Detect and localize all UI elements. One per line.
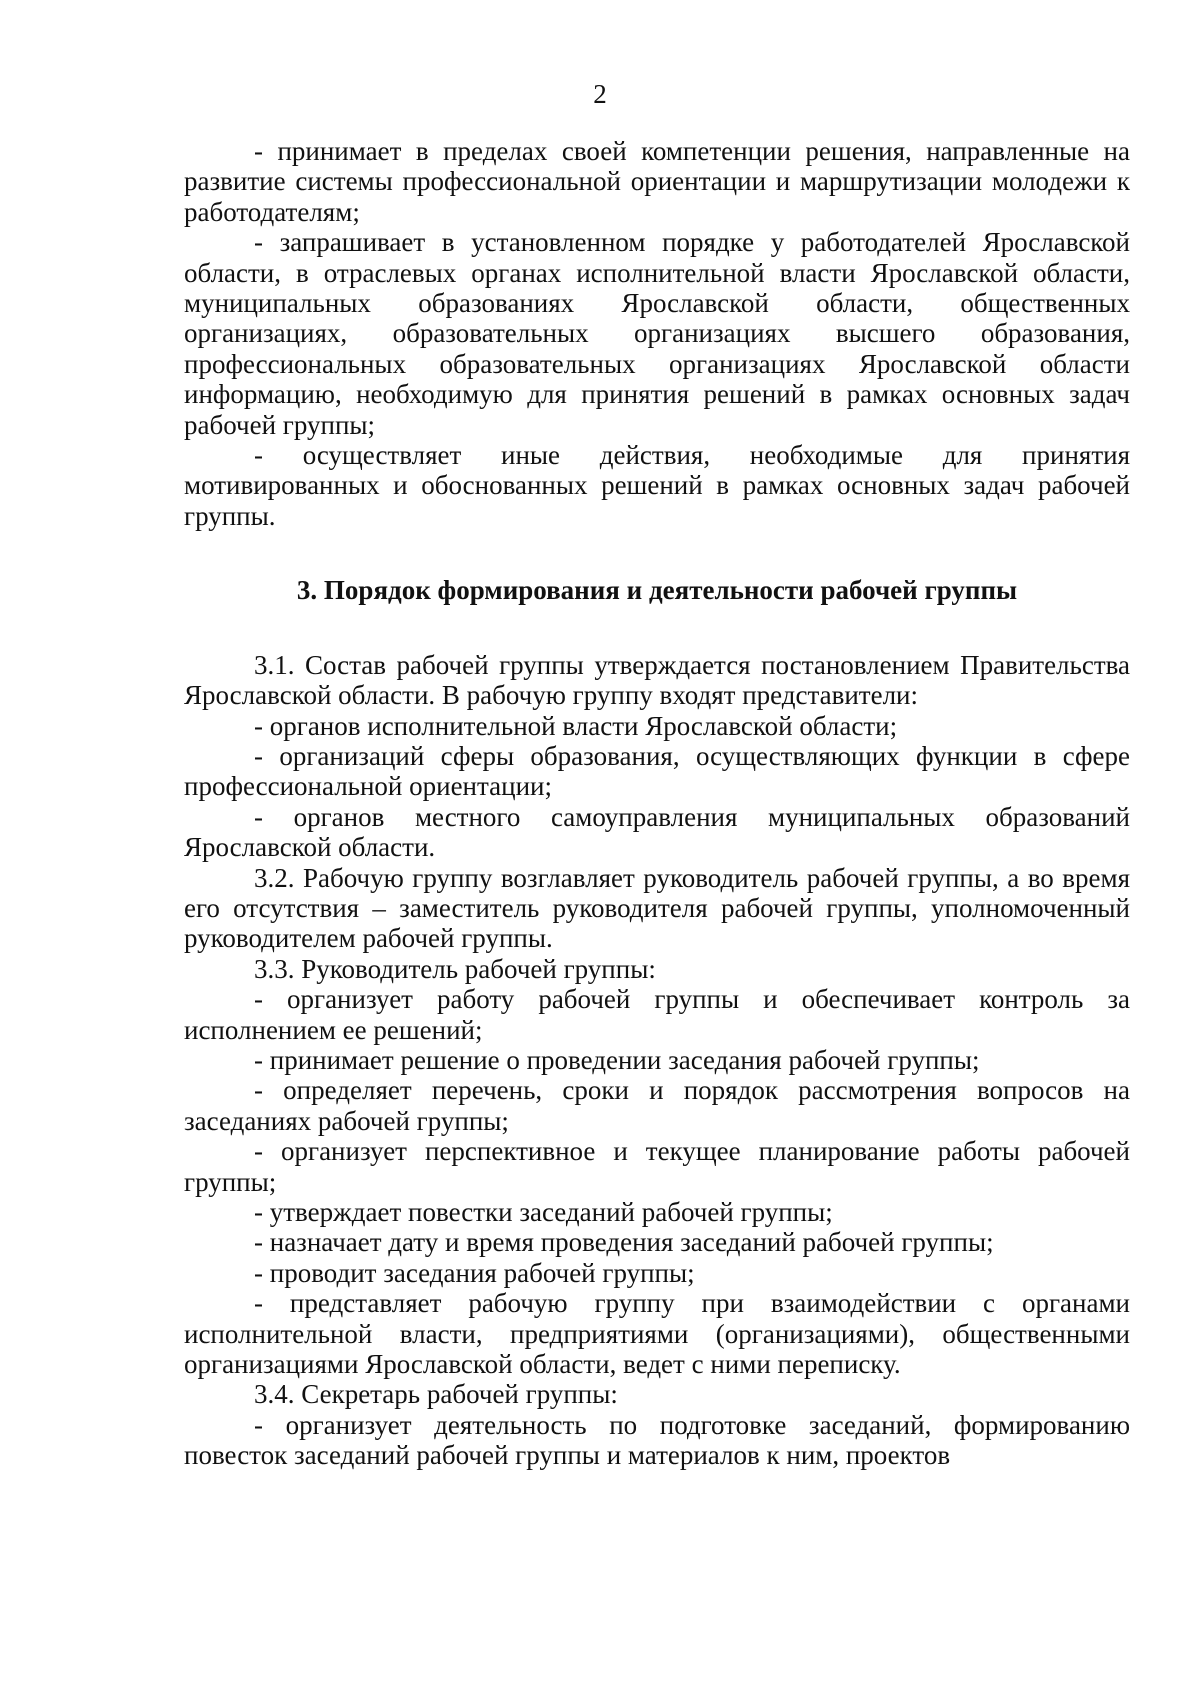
- list-item-sets-date: - назначает дату и время проведения заседаний рабочей группы;: [254, 1227, 994, 1258]
- list-item-secretary-organizes: - организует деятельность по подготовке заседаний, формированию повесток заседаний рабочей группы и материалов к ним, проектов: [184, 1409, 1130, 1471]
- section-3-heading: 3. Порядок формирования и деятельности рабочей группы: [296, 575, 1018, 606]
- paragraph-making-decisions: - принимает в пределах своей компетенции решения, направленные на развитие системы профессиональной ориентации и маршрутизации молодежи к работодателям;: [184, 136, 1130, 227]
- list-item-organizes-work: - организует работу рабочей группы и обеспечивает контроль за исполнением ее решений;: [184, 984, 1130, 1045]
- list-item-executive-bodies: - органов исполнительной власти Ярославской области;: [254, 710, 898, 741]
- list-item-local-government: - органов местного самоуправления муниципальных образований Ярославской области.: [184, 801, 1130, 863]
- list-item-represents-group: - представляет рабочую группу при взаимодействии с органами исполнительной власти, предприятиями (организациями), общественными организациями Ярославской области, ведет с ними переписку.: [184, 1288, 1130, 1380]
- list-item-defines-agenda: - определяет перечень, сроки и порядок рассмотрения вопросов на заседаниях рабочей группы;: [184, 1075, 1130, 1136]
- page-number: 2: [593, 79, 607, 109]
- document-body: [184, 136, 1130, 1471]
- list-item-education-organizations: - организаций сферы образования, осуществляющих функции в сфере профессиональной ориентации;: [184, 740, 1130, 802]
- paragraph-requesting-information: - запрашивает в установленном порядке у работодателей Ярославской области, в отраслевых органах исполнительной власти Ярославской области, муниципальных образованиях Ярославской области, общественных организациях, образовательных организациях высшего образования, профессиональных образовательных организациях Ярославской области информацию, необходимую для принятия решений в рамках основных задач рабочей группы;: [184, 227, 1130, 440]
- list-item-planning: - организует перспективное и текущее планирование работы рабочей группы;: [184, 1136, 1130, 1197]
- list-item-holds-meetings: - проводит заседания рабочей группы;: [254, 1257, 695, 1288]
- paragraph-3-2: 3.2. Рабочую группу возглавляет руководитель рабочей группы, а во время его отсутствия – заместитель руководителя рабочей группы, уполномоченный руководителем рабочей группы.: [184, 862, 1130, 954]
- paragraph-3-4: 3.4. Секретарь рабочей группы:: [254, 1379, 618, 1410]
- list-item-approves-agendas: - утверждает повестки заседаний рабочей группы;: [254, 1197, 833, 1227]
- paragraph-other-actions: - осуществляет иные действия, необходимые для принятия мотивированных и обоснованных решений в рамках основных задач рабочей группы.: [184, 440, 1130, 531]
- paragraph-3-3: 3.3. Руководитель рабочей группы:: [254, 953, 656, 984]
- paragraph-3-1: 3.1. Состав рабочей группы утверждается постановлением Правительства Ярославской области. В рабочую группу входят представители:: [184, 649, 1130, 711]
- list-item-decides-meeting: - принимает решение о проведении заседания рабочей группы;: [254, 1044, 980, 1075]
